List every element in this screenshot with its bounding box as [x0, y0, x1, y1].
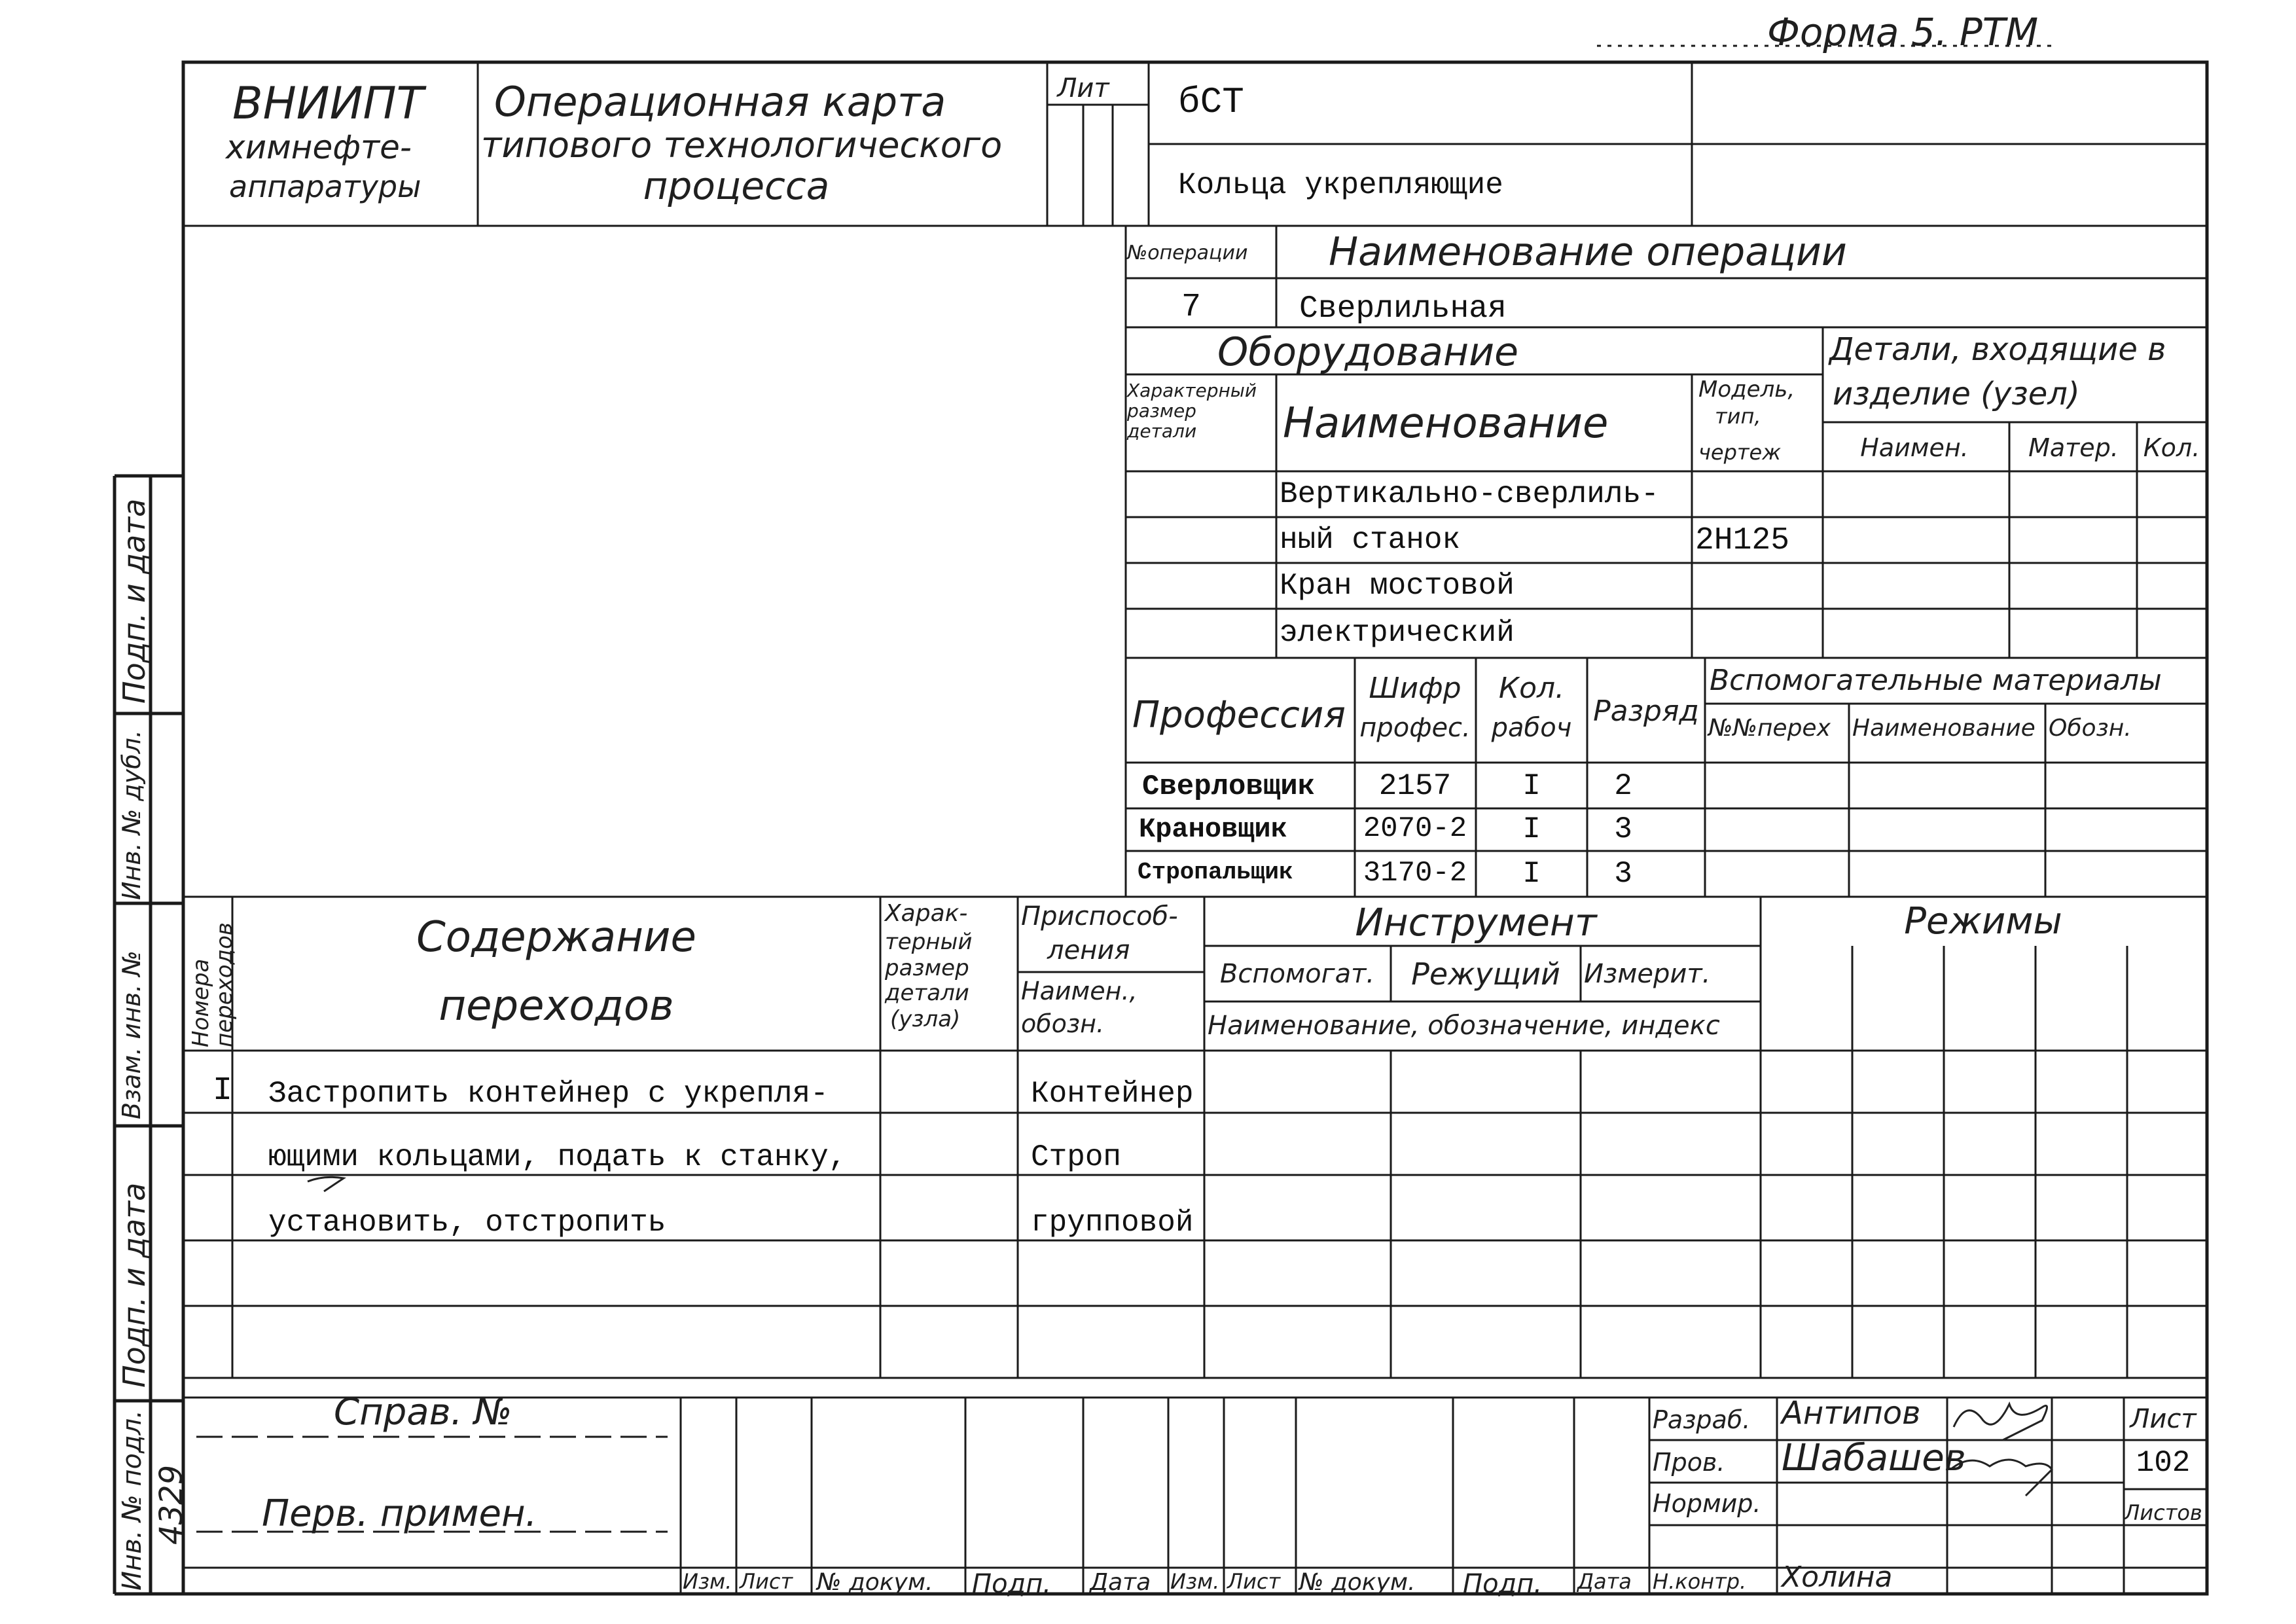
worker-prof-3: Стропальщик [1138, 859, 1293, 886]
content-header-1: Содержание [416, 913, 696, 962]
worker-code-3: 3170-2 [1363, 857, 1467, 890]
worker-code-1: 2157 [1378, 769, 1452, 803]
stamp-col-sign-1: Подп. [972, 1569, 1052, 1599]
worker-count-header-2: рабоч [1491, 713, 1572, 743]
first-use-label: Перв. примен. [262, 1492, 537, 1535]
doc-title-line-3: процесса [643, 164, 830, 208]
part-code: бСТ [1178, 81, 1244, 123]
worker-grade-2: 3 [1614, 812, 1632, 846]
worker-count-2: I [1522, 812, 1541, 846]
parts-col-qty: Кол. [2143, 433, 2200, 462]
aux-col-name: Наименование [1852, 715, 2036, 742]
char-header-1: Харак- [885, 900, 968, 927]
content-header-2: переходов [439, 982, 674, 1030]
worker-count-3: I [1522, 857, 1541, 891]
worker-count-1: I [1522, 769, 1541, 803]
sheets-label: Листов [2124, 1500, 2202, 1525]
stamp-col-date-1: Дата [1090, 1569, 1151, 1596]
doc-title-line-1: Операционная карта [494, 78, 946, 126]
tool-cut-header: Режущий [1411, 956, 1560, 992]
role-developer: Разраб. [1653, 1405, 1751, 1434]
aux-materials-header: Вспомогательные материалы [1710, 664, 2162, 697]
role-nk: Н.контр. [1653, 1569, 1747, 1594]
stamp-col-sign-2: Подп. [1463, 1569, 1543, 1599]
transition-content-line-2: ющими кольцами, подать к станку, [268, 1140, 847, 1174]
worker-grade-3: 3 [1614, 857, 1632, 891]
tool-aux-header: Вспомогат. [1219, 959, 1375, 989]
grade-header: Разряд [1593, 695, 1699, 728]
name-developer: Антипов [1782, 1395, 1921, 1432]
tools-header: Инструмент [1355, 900, 1597, 945]
equipment-row-1: Вертикально-сверлиль- [1280, 477, 1659, 511]
aux-col-code: Обозн. [2049, 715, 2132, 742]
org-line-2: химнефте- [226, 128, 412, 166]
name-checker: Шабашев [1782, 1437, 1966, 1479]
org-line-3: аппаратуры [229, 169, 422, 204]
name-nk: Холина [1782, 1561, 1893, 1594]
margin-dup-inv: Инв. № дубл. [117, 730, 146, 900]
parts-header-line-1: Детали, входящие в [1829, 331, 2166, 368]
margin-subst-inv: Взам. инв. № [117, 950, 146, 1119]
transition-content-line-1: Застропить контейнер с укрепля- [268, 1077, 829, 1111]
tool-meas-header: Измерит. [1584, 959, 1711, 989]
worker-count-header-1: Кол. [1498, 672, 1565, 705]
margin-inv-no-label: Инв. № подл. [117, 1410, 147, 1591]
parts-col-material: Матер. [2028, 433, 2119, 462]
parts-header-line-2: изделие (узел) [1833, 376, 2080, 412]
tool-sub-header: Наименование, обозначение, индекс [1208, 1011, 1720, 1041]
margin-inv-no-value: 4329 [153, 1464, 190, 1545]
transition-number-header: Номера переходов [188, 922, 238, 1047]
stamp-col-doc-1: № докум. [817, 1569, 933, 1596]
transition-content-line-3: установить, отстропить [268, 1206, 666, 1240]
part-name: Кольца укрепляющие [1178, 168, 1503, 202]
equipment-char-size-header: Характерный размер детали [1127, 380, 1257, 442]
fixture-header-4: обозн. [1021, 1009, 1105, 1038]
profession-code-header-2: профес. [1359, 713, 1471, 743]
profession-header: Профессия [1132, 694, 1346, 736]
fixture-line-2: Строп [1031, 1140, 1122, 1174]
worker-grade-1: 2 [1614, 769, 1632, 803]
ref-number-label: Справ. № [334, 1391, 512, 1434]
org-line-1: ВНИИПТ [232, 78, 424, 130]
operation-name: Сверлильная [1299, 291, 1507, 327]
equipment-model-value: 2Н125 [1695, 523, 1790, 558]
equipment-row-3: Кран мостовой [1280, 569, 1515, 603]
fixture-header-2: ления [1047, 935, 1130, 965]
margin-sign-date-1: Подп. и дата [117, 1182, 152, 1388]
char-header-3: размер [885, 955, 969, 981]
fixture-line-1: Контейнер [1031, 1077, 1194, 1111]
fixture-header-1: Приспособ- [1021, 901, 1178, 931]
stamp-col-doc-2: № докум. [1299, 1569, 1416, 1596]
sheet-label: Лист [2130, 1404, 2197, 1434]
worker-prof-2: Крановщик [1139, 814, 1287, 845]
equipment-name-header: Наименование [1283, 399, 1609, 448]
operation-number: 7 [1181, 289, 1202, 326]
stamp-col-list-2: Лист [1227, 1569, 1281, 1594]
lit-label: Лит [1057, 73, 1109, 103]
model-header-1: Модель, [1698, 376, 1795, 403]
equipment-row-4: электрический [1280, 616, 1515, 650]
operation-number-header: №операции [1127, 242, 1248, 264]
sheet-number: 102 [2136, 1446, 2191, 1480]
model-header-2: тип, [1715, 404, 1761, 429]
role-checker: Пров. [1653, 1448, 1725, 1477]
transition-number: I [212, 1072, 233, 1110]
aux-col-num: №№перех [1708, 715, 1831, 742]
worker-prof-1: Сверловщик [1142, 770, 1316, 803]
equipment-header: Оборудование [1217, 329, 1518, 375]
worker-code-2: 2070-2 [1363, 812, 1467, 845]
fixture-header-3: Наимен., [1021, 977, 1138, 1005]
doc-title-line-2: типового технологического [481, 124, 1003, 166]
char-header-2: терный [885, 929, 973, 955]
equipment-row-2: ный станок [1280, 523, 1461, 557]
profession-code-header-1: Шифр [1369, 672, 1462, 705]
form-id: Форма 5. РТМ [1767, 10, 2039, 54]
modes-header: Режимы [1904, 900, 2062, 943]
parts-col-name: Наимен. [1860, 433, 1969, 462]
char-header-5: (узла) [890, 1006, 961, 1032]
role-normcontrol: Нормир. [1653, 1489, 1761, 1518]
stamp-col-date-2: Дата [1577, 1569, 1632, 1594]
fixture-line-3: групповой [1031, 1206, 1194, 1240]
stamp-col-list-1: Лист [740, 1569, 793, 1594]
char-header-4: детали [885, 980, 969, 1006]
operation-name-header: Наименование операции [1329, 229, 1847, 275]
margin-sign-date-2: Подп. и дата [117, 498, 152, 704]
stamp-col-izm-1: Изм. [683, 1569, 732, 1594]
stamp-col-izm-2: Изм. [1170, 1569, 1220, 1594]
model-header-3: чертеж [1698, 440, 1782, 465]
